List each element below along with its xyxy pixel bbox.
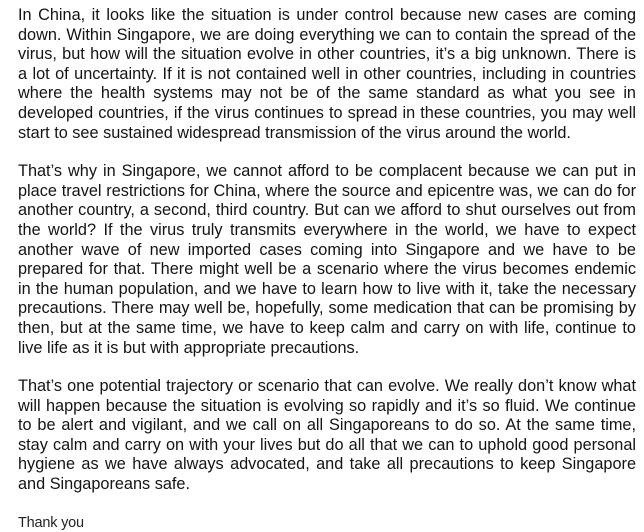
paragraph-2: That’s why in Singapore, we cannot afford to be complacent because we can put in place travel restrictions for China, where the source and epicentre was, we can do for another country, a second, third country. But can we afford to shut ourselves out from the world? If the virus truly transmits everywhere in the world, we have to expect another wave of new imported cases coming into Singapore and we have to be prepared for that. There might well be a scenario where the virus becomes endemic in the human population, and we have to learn how to live with it, take the necessary precautions. There may well be, hopefully, some medication that can be promising by then, but at the same time, we have to keep calm and carry on with life, continue to live life as it is but with appropriate precautions. (18, 162, 636, 357)
closing-text: Thank you (18, 514, 84, 531)
paragraph-1: In China, it looks like the situation is under control because new cases are coming down. Within Singapore, we are doing everything we can to contain the spread of the virus, but how will the situation evolve in other countries, it’s a big unknown. There is a lot of uncertainty. If it is not contained well in other countries, including in countries where the health systems may not be of the same standard as what you see in developed countries, if the virus continues to spread in these countries, you may well start to see sustained widespread transmission of the virus around the world. (18, 6, 636, 142)
paragraph-3: That’s one potential trajectory or scenario that can evolve. We really don’t know what will happen because the situation is evolving so rapidly and it’s so fluid. We continue to be alert and vigilant, and we call on all Singaporeans to do so. At the same time, stay calm and carry on with your lives but do all that we can to uphold good personal hygiene as we have always advocated, and take all precautions to keep Singapore and Singaporeans safe. (18, 377, 636, 494)
